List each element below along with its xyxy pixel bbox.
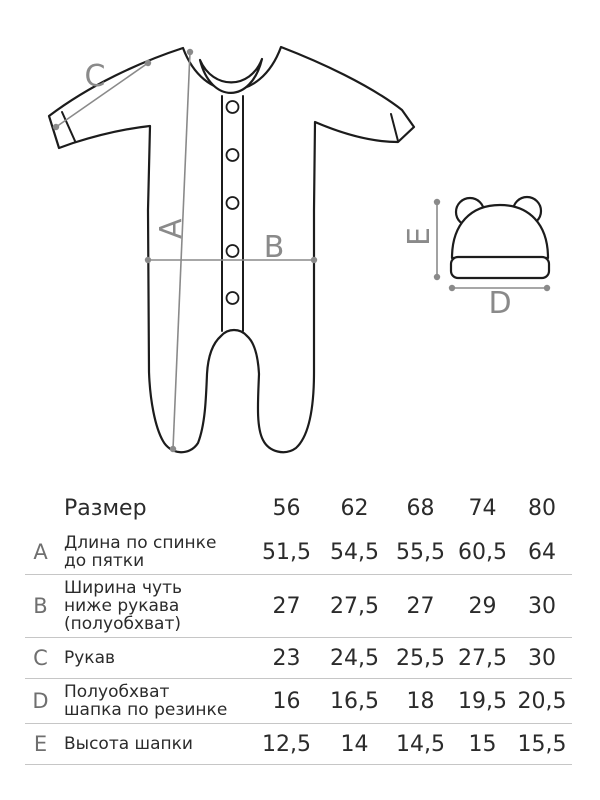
measure-dot: [145, 257, 151, 263]
row-label: Рукав: [64, 648, 116, 668]
cell-value: 64: [528, 539, 556, 565]
row-label: Длина по спинке до пятки: [64, 533, 217, 571]
measure-label-b: B: [263, 230, 285, 265]
cell-value: 54,5: [330, 539, 379, 565]
cell-value: 55,5: [396, 539, 445, 565]
cell-value: 25,5: [396, 645, 445, 671]
row-letter: A: [33, 540, 48, 564]
measure-dot: [187, 49, 193, 55]
measure-dot: [544, 285, 550, 291]
snap-button: [227, 149, 239, 161]
row-letter: C: [33, 646, 48, 670]
cell-value: 27: [272, 593, 301, 619]
row-letter: B: [33, 594, 48, 618]
table-row: [25, 575, 572, 638]
cell-value: 19,5: [458, 688, 507, 714]
cell-value: 60,5: [458, 539, 507, 565]
measure-dot: [53, 124, 59, 130]
table-header-row: [25, 490, 572, 530]
measure-dot: [170, 446, 176, 452]
cell-value: 27,5: [458, 645, 507, 671]
measure-label-c: C: [84, 59, 106, 94]
snap-button: [227, 101, 239, 113]
measure-label-a: A: [154, 218, 189, 239]
measure-dot: [434, 274, 440, 280]
cell-value: 23: [272, 645, 301, 671]
size-value: 68: [406, 496, 435, 521]
cell-value: 12,5: [262, 731, 311, 757]
measure-dot: [311, 257, 317, 263]
cell-value: 27,5: [330, 593, 379, 619]
measure-label-d: D: [488, 286, 512, 321]
cell-value: 15: [468, 731, 497, 757]
cell-value: 29: [468, 593, 497, 619]
cell-value: 14: [340, 731, 369, 757]
measure-dot: [434, 199, 440, 205]
cell-value: 14,5: [396, 731, 445, 757]
cell-value: 27: [406, 593, 435, 619]
hat-diagram: [451, 197, 549, 278]
cell-value: 30: [528, 645, 556, 671]
cell-value: 16: [272, 688, 301, 714]
hat-brim: [451, 257, 549, 278]
size-value: 80: [528, 496, 556, 521]
cell-value: 30: [528, 593, 556, 619]
cell-value: 15,5: [517, 731, 567, 757]
snap-button: [227, 245, 239, 257]
measure-label-e: E: [402, 227, 437, 246]
row-label: Высота шапки: [64, 734, 193, 754]
size-value: 62: [340, 496, 369, 521]
table-row: [25, 530, 572, 575]
size-table: [25, 490, 572, 765]
table-row: [25, 724, 572, 765]
row-letter: D: [32, 689, 49, 713]
cell-value: 24,5: [330, 645, 379, 671]
row-label: Полуобхват шапка по резинке: [64, 682, 228, 720]
measure-dot: [145, 60, 151, 66]
onesie-diagram: [49, 47, 414, 452]
table-row: [25, 638, 572, 679]
size-value: 56: [272, 496, 301, 521]
row-letter: E: [33, 732, 48, 756]
measure-dot: [449, 285, 455, 291]
row-label: Ширина чуть ниже рукава (полуобхват): [64, 578, 183, 634]
cell-value: 18: [406, 688, 435, 714]
snap-button: [227, 197, 239, 209]
size-value: 74: [468, 496, 497, 521]
snap-button: [227, 292, 239, 304]
cell-value: 20,5: [517, 688, 567, 714]
cell-value: 51,5: [262, 539, 311, 565]
table-row: [25, 679, 572, 724]
size-title: Размер: [64, 496, 147, 521]
cell-value: 16,5: [330, 688, 379, 714]
